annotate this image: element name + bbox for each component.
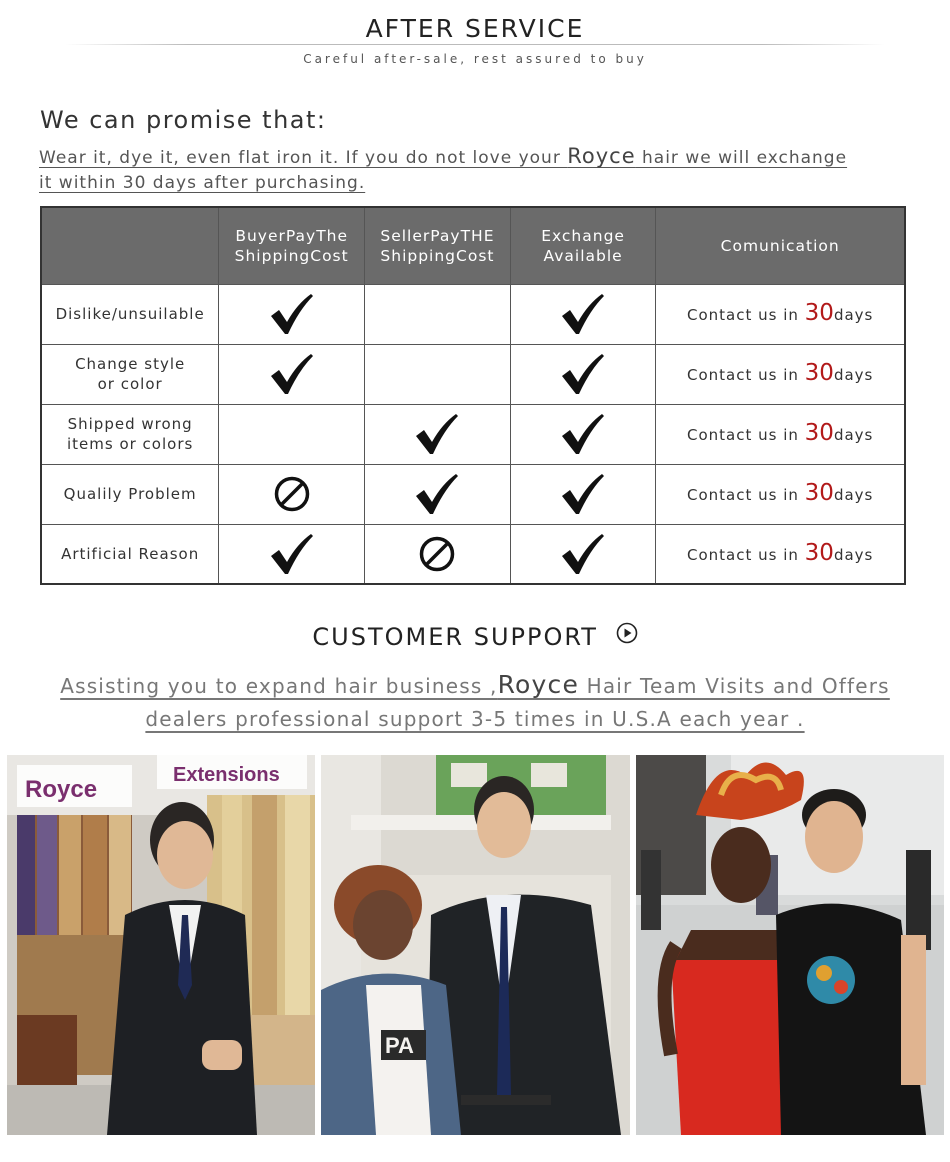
table-row	[41, 404, 905, 464]
cell-buyer	[219, 404, 365, 464]
check-mark-icon	[269, 532, 315, 576]
check-mark-icon	[560, 352, 606, 396]
contact-text: Contact us in	[687, 366, 805, 384]
title-divider	[65, 44, 885, 45]
photo-sign-text: Extensions	[173, 764, 280, 786]
support-brand: Royce	[497, 670, 580, 699]
support-line2: dealers professional support 3-5 times in U.S.A each year .	[145, 707, 805, 731]
contact-days-label: days	[833, 426, 874, 444]
header-exchange-line1: Exchange	[541, 226, 625, 245]
promise-line1-b: hair we will exchange	[635, 148, 848, 168]
cell-seller	[365, 344, 511, 404]
customer-support-title	[0, 623, 950, 651]
promise-line1-a: Wear it, dye it, even flat iron it. If you do not love your	[39, 148, 568, 168]
contact-days-label: days	[833, 545, 874, 564]
header-seller-line2: ShippingCost	[380, 246, 495, 265]
check-mark-icon	[269, 352, 315, 396]
check-mark-icon	[560, 412, 606, 456]
bottom-spacer	[0, 1140, 950, 1162]
cell-buyer	[219, 524, 365, 584]
cell-buyer	[219, 344, 365, 404]
check-mark-icon	[414, 472, 460, 516]
row-label	[41, 524, 219, 584]
photo-trade-show-booth	[7, 755, 315, 1135]
prohibited-icon	[418, 535, 456, 573]
contact-days-number: 30	[804, 300, 834, 326]
row-label	[41, 284, 219, 344]
photo-model-event	[636, 755, 944, 1135]
cell-exchange	[510, 524, 656, 584]
header-exchange-line2: Available	[543, 246, 623, 265]
row-label	[41, 404, 219, 464]
row-label-line2: items or colors	[66, 435, 194, 453]
customer-support-text	[20, 668, 930, 736]
header-seller-pay	[365, 207, 511, 284]
customer-support-title-text: CUSTOMER SUPPORT	[312, 623, 598, 651]
row-label	[41, 344, 219, 404]
row-label-line1: Shipped wrong	[67, 415, 193, 433]
row-label-line2: or color	[97, 375, 163, 393]
play-circle-icon[interactable]	[616, 622, 638, 650]
check-mark-icon	[560, 292, 606, 336]
cell-buyer	[219, 464, 365, 524]
cell-seller	[365, 464, 511, 524]
row-label-line1: Artificial Reason	[61, 544, 200, 563]
check-mark-icon	[269, 292, 315, 336]
contact-days-number: 30	[804, 480, 834, 506]
after-service-table	[40, 206, 906, 585]
contact-days-number: 30	[804, 360, 834, 386]
cell-seller	[365, 404, 511, 464]
cell-contact	[656, 524, 905, 584]
table-header-row	[41, 207, 905, 284]
cell-seller	[365, 524, 511, 584]
table-row	[41, 344, 905, 404]
after-service-subtitle: Careful after-sale, rest assured to buy	[303, 52, 647, 66]
cell-exchange	[510, 404, 656, 464]
check-mark-icon	[560, 532, 606, 576]
contact-text: Contact us in	[687, 486, 805, 504]
after-service-title: AFTER SERVICE	[365, 14, 585, 43]
cell-seller	[365, 284, 511, 344]
row-label-line1: Qualily Problem	[63, 485, 197, 503]
check-mark-icon	[560, 472, 606, 516]
row-label	[41, 464, 219, 524]
check-mark-icon	[414, 412, 460, 456]
cell-contact	[656, 284, 905, 344]
header-communication: Comunication	[656, 207, 905, 284]
promise-heading: We can promise that:	[40, 106, 327, 134]
contact-text: Contact us in	[687, 306, 805, 324]
promise-line2: it within 30 days after purchasing.	[39, 173, 366, 193]
header-buyer-pay	[219, 207, 365, 284]
promise-brand: Royce	[567, 144, 636, 168]
photo-sign-brand: Royce	[25, 776, 98, 803]
cell-buyer	[219, 284, 365, 344]
cell-exchange	[510, 344, 656, 404]
cell-contact	[656, 344, 905, 404]
table-row	[41, 284, 905, 344]
header-buyer-line2: ShippingCost	[234, 246, 349, 265]
support-line1-b: Hair Team Visits and Offers	[579, 674, 890, 698]
promise-text	[39, 144, 909, 196]
photo-office-visit	[321, 755, 630, 1135]
header-empty	[41, 207, 219, 284]
table-row	[41, 464, 905, 524]
cell-contact	[656, 464, 905, 524]
contact-days-label: days	[833, 366, 874, 384]
contact-days-label: days	[833, 486, 874, 504]
contact-days-label: days	[833, 306, 874, 324]
cell-exchange	[510, 284, 656, 344]
contact-text: Contact us in	[687, 426, 805, 444]
header-exchange	[510, 207, 656, 284]
row-label-line1: Change style	[75, 355, 186, 373]
header-buyer-line1: BuyerPayThe	[235, 226, 349, 245]
contact-text: Contact us in	[687, 545, 805, 564]
contact-days-number: 30	[804, 420, 834, 446]
support-line1-a: Assisting you to expand hair business ,	[60, 674, 498, 698]
cell-exchange	[510, 464, 656, 524]
contact-days-number: 30	[804, 539, 834, 566]
table-row	[41, 524, 905, 584]
prohibited-icon	[273, 475, 311, 513]
table-body	[41, 284, 905, 584]
row-label-line1: Dislike/unsuilable	[55, 305, 205, 323]
cell-contact	[656, 404, 905, 464]
header-seller-line1: SellerPayTHE	[380, 226, 495, 245]
photo-shirt-text: PA	[385, 1033, 414, 1058]
